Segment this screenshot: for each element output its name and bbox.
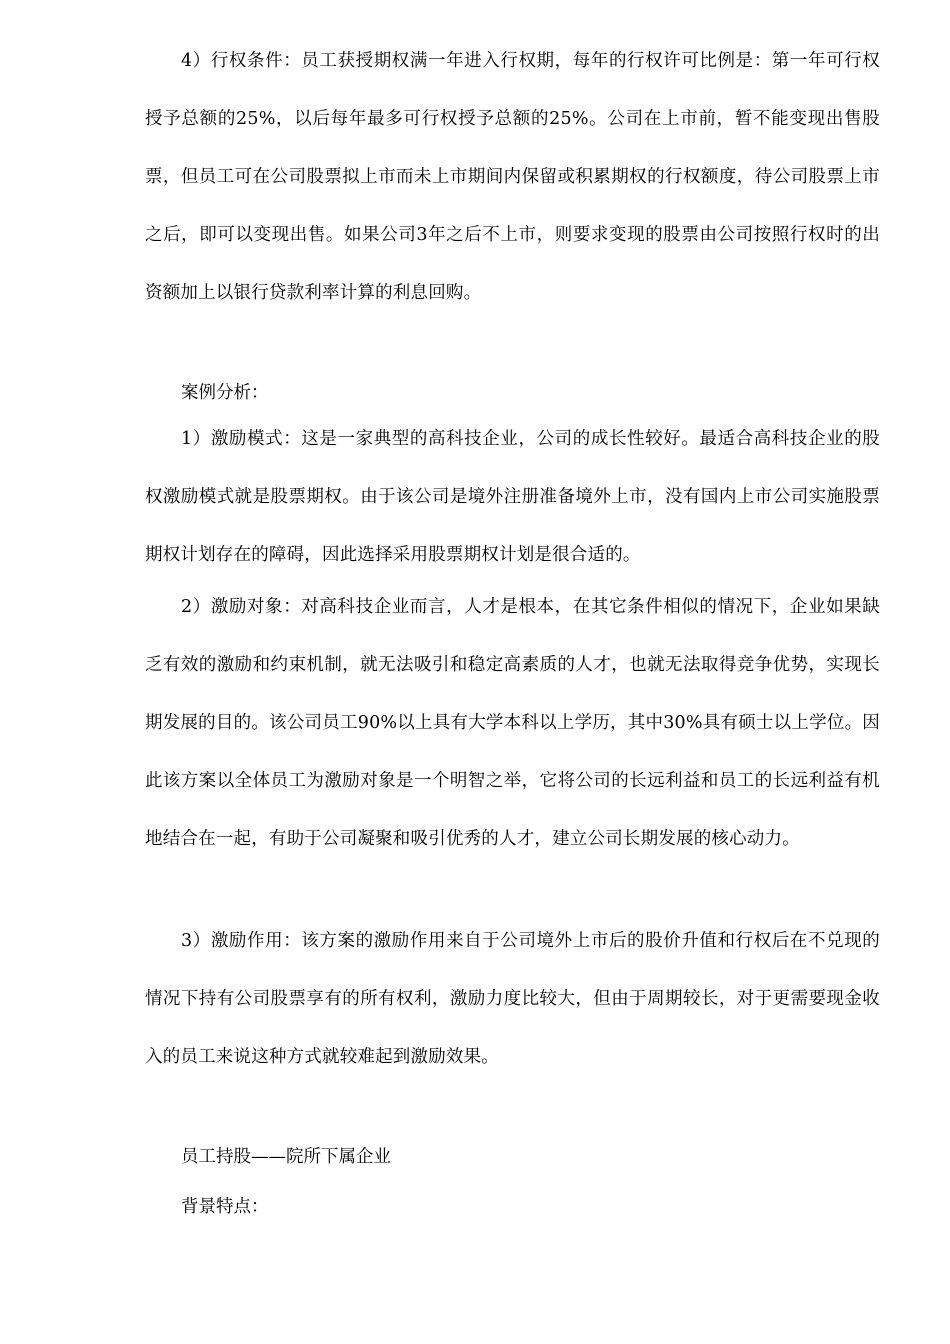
case-analysis-heading: 案例分析： xyxy=(181,383,269,403)
paragraph-incentive-effect: 3）激励作用：该方案的激励作用来自于公司境外上市后的股价升值和行权后在不兑现的情况下持有公司股票享有的所有权利，激励力度比较大，但由于周期较长，对于更需要现金收入的员工来说这种方式就较难起到激励效果。 xyxy=(145,931,880,1067)
paragraph-incentive-mode: 1）激励模式：这是一家典型的高科技企业，公司的成长性较好。最适合高科技企业的股权激励模式就是股票期权。由于该公司是境外注册准备境外上市，没有国内上市公司实施股票期权计划存在的障碍，因此选择采用股票期权计划是很合适的。 xyxy=(145,429,880,565)
background-heading: 背景特点： xyxy=(181,1197,269,1217)
paragraph-exercise-conditions: 4）行权条件：员工获授期权满一年进入行权期，每年的行权许可比例是：第一年可行权授予总额的25%，以后每年最多可行权授予总额的25%。公司在上市前，暂不能变现出售股票，但员工可在公司股票拟上市而未上市期间内保留或积累期权的行权额度，待公司股票上市之后，即可以变现出售。如果公司3年之后不上市，则要求变现的股票由公司按照行权时的出资额加上以银行贷款利率计算的利息回购。 xyxy=(145,51,880,303)
section-title: 员工持股——院所下属企业 xyxy=(181,1147,391,1167)
paragraph-incentive-target: 2）激励对象：对高科技企业而言，人才是根本，在其它条件相似的情况下，企业如果缺乏有效的激励和约束机制，就无法吸引和稳定高素质的人才，也就无法取得竞争优势，实现长期发展的目的。该公司员工90%以上具有大学本科以上学历，其中30%具有硕士以上学位。因此该方案以全体员工为激励对象是一个明智之举，它将公司的长远利益和员工的长远利益有机地结合在一起，有助于公司凝聚和吸引优秀的人才，建立公司长期发展的核心动力。 xyxy=(145,597,880,849)
